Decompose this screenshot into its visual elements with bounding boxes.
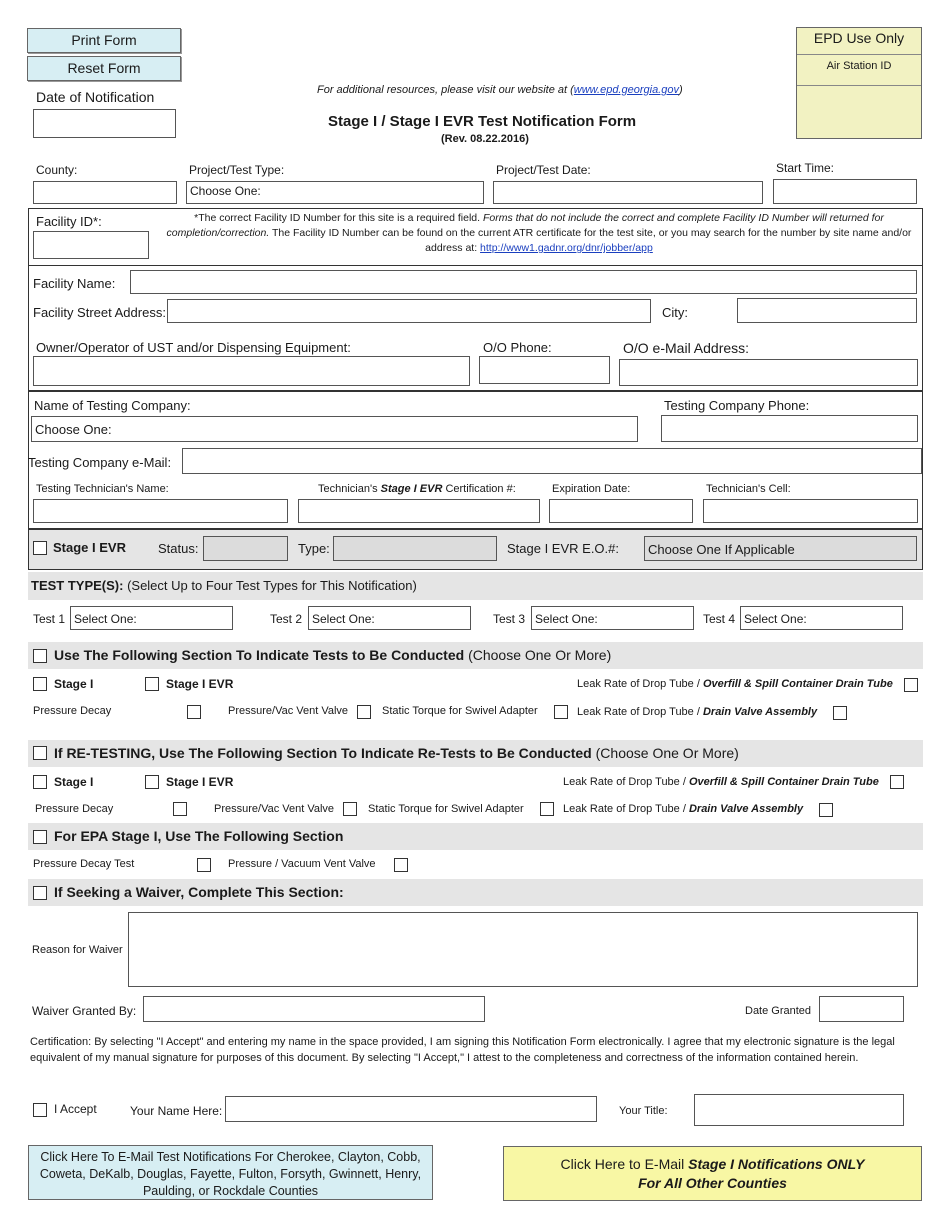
expiration-date-input[interactable] [549, 499, 693, 523]
date-of-notification-input[interactable] [33, 109, 176, 138]
testing-email-input[interactable] [182, 448, 922, 474]
retests-stage-i-checkbox[interactable] [33, 775, 47, 789]
oo-phone-input[interactable] [479, 356, 610, 384]
testing-company-select[interactable]: Choose One: [31, 416, 638, 442]
project-type-select[interactable]: Choose One: [186, 181, 484, 204]
expiration-date-label: Expiration Date: [552, 483, 631, 495]
your-name-label: Your Name Here: [130, 1104, 223, 1118]
print-form-button[interactable]: Print Form [27, 28, 181, 53]
form-revision: (Rev. 08.22.2016) [441, 133, 529, 145]
facility-search-link[interactable]: http://www1.gadnr.org/dnr/jobber/app [480, 242, 653, 254]
date-granted-input[interactable] [819, 996, 904, 1022]
test2-label: Test 2 [270, 612, 303, 626]
waiver-reason-input[interactable] [128, 912, 918, 987]
retests-stage-i-label: Stage I [54, 775, 94, 789]
epa-pressure-decay-label: Pressure Decay Test [33, 858, 135, 870]
facility-street-input[interactable] [167, 299, 651, 323]
tech-name-label: Testing Technician's Name: [36, 483, 169, 495]
start-time-input[interactable] [773, 179, 917, 204]
tests-leak-overfill-checkbox[interactable] [904, 678, 918, 692]
your-name-input[interactable] [225, 1096, 597, 1122]
date-granted-label: Date Granted [745, 1005, 812, 1017]
epd-title: EPD Use Only [797, 28, 921, 55]
oo-email-label: O/O e-Mail Address: [623, 340, 750, 356]
test3-label: Test 3 [493, 612, 526, 626]
retests-static-torque-checkbox[interactable] [540, 802, 554, 816]
county-input[interactable] [33, 181, 177, 204]
facility-street-label: Facility Street Address: [33, 305, 166, 320]
waiver-section-heading: If Seeking a Waiver, Complete This Section: [54, 884, 344, 900]
tests-static-torque-checkbox[interactable] [554, 705, 568, 719]
evr-type-label: Type: [298, 541, 330, 556]
test3-select[interactable]: Select One: [531, 606, 694, 630]
tests-pressure-decay-label: Pressure Decay [33, 705, 112, 717]
oo-phone-label: O/O Phone: [483, 340, 552, 355]
oo-email-input[interactable] [619, 359, 918, 386]
email-other-counties-button[interactable]: Click Here to E-Mail Stage I Notifications ONLY For All Other Counties [503, 1146, 922, 1201]
retests-leak-overfill-checkbox[interactable] [890, 775, 904, 789]
test-types-heading: TEST TYPE(S): (Select Up to Four Test Types for This Notification) [31, 578, 417, 593]
epa-pressure-decay-checkbox[interactable] [197, 858, 211, 872]
evr-eo-select[interactable]: Choose One If Applicable [644, 536, 917, 561]
tests-pv-valve-label: Pressure/Vac Vent Valve [228, 705, 349, 717]
retests-stage-i-evr-label: Stage I EVR [166, 775, 234, 789]
tech-cert-label: Technician's Stage I EVR Certification #: [318, 483, 516, 495]
test1-label: Test 1 [33, 612, 66, 626]
retests-leak-drain-checkbox[interactable] [819, 803, 833, 817]
facility-name-input[interactable] [130, 270, 917, 294]
your-title-label: Your Title: [619, 1105, 668, 1117]
city-label: City: [662, 305, 688, 320]
project-date-label: Project/Test Date: [496, 163, 591, 177]
retests-static-torque-label: Static Torque for Swivel Adapter [368, 803, 524, 815]
owner-operator-input[interactable] [33, 356, 470, 386]
county-label: County: [36, 163, 78, 177]
waiver-granted-by-input[interactable] [143, 996, 485, 1022]
epa-section-heading: For EPA Stage I, Use The Following Section [54, 828, 344, 844]
epd-use-only-box [796, 27, 922, 139]
i-accept-label: I Accept [54, 1102, 97, 1116]
retests-section-checkbox[interactable] [33, 746, 47, 760]
form-title: Stage I / Stage I EVR Test Notification Form [328, 113, 637, 130]
testing-company-phone-input[interactable] [661, 415, 918, 442]
start-time-label: Start Time: [776, 161, 835, 175]
tech-cell-label: Technician's Cell: [706, 483, 791, 495]
your-title-input[interactable] [694, 1094, 904, 1126]
tests-pv-valve-checkbox[interactable] [357, 705, 371, 719]
evr-type-input[interactable] [333, 536, 497, 561]
testing-company-phone-label: Testing Company Phone: [664, 398, 810, 413]
facility-id-note: *The correct Facility ID Number for this site is a required field. Forms that do not include the correct and complete Facility ID Number will returned for completion/correction. The Facility ID Number can be found on the current ATR certificate for the test site, or you may search for the number by site name and/or address at: http://www1.gadnr.org/dnr/jobber/app [166, 212, 912, 254]
tests-leak-drain-label: Leak Rate of Drop Tube / Drain Valve Assembly [577, 706, 818, 718]
i-accept-checkbox[interactable] [33, 1103, 47, 1117]
test4-select[interactable]: Select One: [740, 606, 903, 630]
retests-leak-overfill-label: Leak Rate of Drop Tube / Overfill & Spill Container Drain Tube [563, 776, 879, 788]
tests-static-torque-label: Static Torque for Swivel Adapter [382, 705, 538, 717]
tests-stage-i-checkbox[interactable] [33, 677, 47, 691]
tests-pressure-decay-checkbox[interactable] [187, 705, 201, 719]
facility-id-input[interactable] [33, 231, 149, 259]
test4-label: Test 4 [703, 612, 736, 626]
certification-text: Certification: By selecting "I Accept" and entering my name in the space provided, I am signing this Notification Form electronically. I agree that my electronic signature is the legal equivalent of my manual signature for purposes of this document. By selecting "I Accept," I attest to the completeness and correctness of the information contained herein. [30, 1036, 895, 1064]
tests-section-heading: Use The Following Section To Indicate Tests to Be Conducted (Choose One Or More) [54, 647, 612, 663]
tests-stage-i-evr-checkbox[interactable] [145, 677, 159, 691]
tests-leak-overfill-label: Leak Rate of Drop Tube / Overfill & Spill Container Drain Tube [577, 678, 893, 690]
retests-pressure-decay-label: Pressure Decay [35, 803, 114, 815]
waiver-section-checkbox[interactable] [33, 886, 47, 900]
testing-company-label: Name of Testing Company: [34, 398, 191, 413]
tests-section-checkbox[interactable] [33, 649, 47, 663]
epa-section-checkbox[interactable] [33, 830, 47, 844]
tech-cert-input[interactable] [298, 499, 540, 523]
facility-id-label: Facility ID*: [36, 214, 102, 229]
reset-form-button[interactable]: Reset Form [27, 56, 181, 81]
project-type-label: Project/Test Type: [189, 163, 285, 177]
retests-pv-valve-label: Pressure/Vac Vent Valve [214, 803, 335, 815]
epd-website-link[interactable]: www.epd.georgia.gov [573, 84, 679, 96]
city-input[interactable] [737, 298, 917, 323]
evr-status-label: Status: [158, 541, 199, 556]
test2-select[interactable]: Select One: [308, 606, 471, 630]
facility-name-label: Facility Name: [33, 276, 116, 291]
waiver-granted-by-label: Waiver Granted By: [32, 1004, 137, 1018]
date-of-notification-label: Date of Notification [36, 89, 155, 105]
evr-status-input[interactable] [203, 536, 288, 561]
email-metro-counties-button[interactable]: Click Here To E-Mail Test Notifications For Cherokee, Clayton, Cobb, Coweta, DeKalb, Douglas, Fayette, Fulton, Forsyth, Gwinnett, Henry, Paulding, or Rockdale Counties [28, 1145, 433, 1200]
tests-leak-drain-checkbox[interactable] [833, 706, 847, 720]
stage-i-evr-checkbox[interactable] [33, 541, 47, 555]
tech-cell-input[interactable] [703, 499, 918, 523]
retests-stage-i-evr-checkbox[interactable] [145, 775, 159, 789]
resources-note: For additional resources, please visit our website at (www.epd.georgia.gov) [317, 84, 683, 96]
evr-eo-label: Stage I EVR E.O.#: [507, 541, 619, 556]
tests-stage-i-evr-label: Stage I EVR [166, 677, 234, 691]
air-station-id-label: Air Station ID [797, 55, 921, 86]
retests-pressure-decay-checkbox[interactable] [173, 802, 187, 816]
epa-pv-valve-label: Pressure / Vacuum Vent Valve [228, 858, 376, 870]
retests-section-heading: If RE-TESTING, Use The Following Section To Indicate Re-Tests to Be Conducted (Choose One Or More) [54, 745, 739, 761]
stage-i-evr-label: Stage I EVR [53, 540, 126, 555]
facility-divider [28, 265, 923, 266]
tests-stage-i-label: Stage I [54, 677, 94, 691]
epa-pv-valve-checkbox[interactable] [394, 858, 408, 872]
test1-select[interactable]: Select One: [70, 606, 233, 630]
project-date-input[interactable] [493, 181, 763, 204]
retests-pv-valve-checkbox[interactable] [343, 802, 357, 816]
tech-name-input[interactable] [33, 499, 288, 523]
owner-operator-label: Owner/Operator of UST and/or Dispensing Equipment: [36, 340, 351, 355]
retests-leak-drain-label: Leak Rate of Drop Tube / Drain Valve Assembly [563, 803, 804, 815]
testing-email-label: Testing Company e-Mail: [28, 455, 172, 470]
waiver-reason-label: Reason for Waiver [32, 944, 123, 956]
